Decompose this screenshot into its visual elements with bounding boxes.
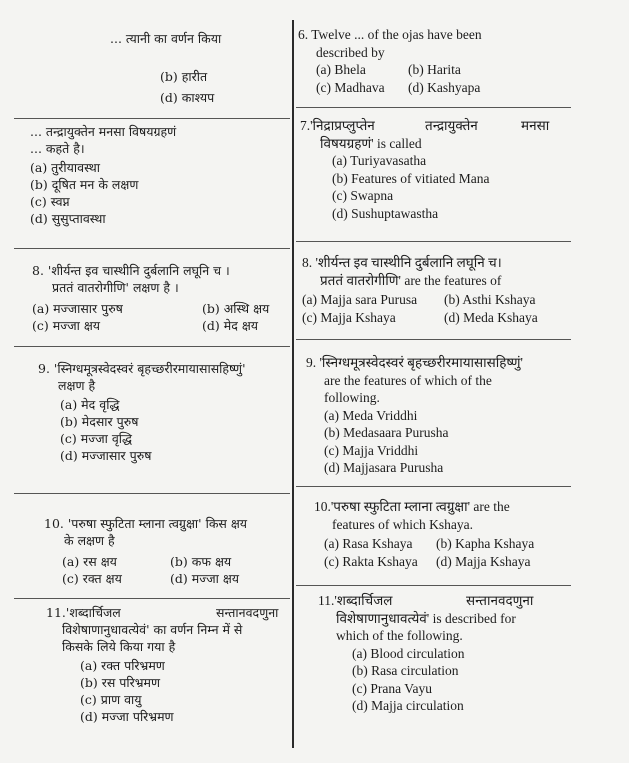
option-c: (c) स्वप्न (30, 194, 70, 209)
question-text: 9. 'स्निग्धमूत्रस्वेदस्वरं बृहच्छरीरमायासासहिष्णुं' (38, 361, 246, 376)
option-b: (b) रस परिभ्रमण (80, 675, 161, 690)
question-text: following. (324, 390, 380, 405)
question-text: which of the following. (336, 628, 463, 643)
option-a: (a) तुरीयावस्था (30, 160, 100, 175)
option-c: (c) Majja Vriddhi (324, 442, 419, 458)
question-5-hindi (110, 30, 290, 47)
option-d: (d) मज्जा परिभ्रमण (80, 709, 174, 724)
option-b: (b) Asthi Kshaya (444, 292, 536, 307)
option-b: (b) मेदसार पुरुष (60, 414, 139, 429)
option-b: (b) अस्थि क्षय (202, 301, 270, 316)
question-text: 8. 'शीर्यन्त इव चास्थीनि दुर्बलानि लघूनि च। (302, 255, 502, 270)
question-text: 8. 'शीर्यन्त इव चास्थीनि दुर्बलानि लघूनि च । (32, 263, 230, 278)
option-d: (d) मज्जासार पुरुष (60, 448, 152, 463)
question-9-hindi (38, 360, 290, 464)
option-c: (c) मज्जा क्षय (32, 318, 101, 333)
option-b: (b) Features of vitiated Mana (332, 170, 490, 186)
option-a: (a) Turiyavasatha (332, 153, 427, 168)
question-8-english (302, 254, 570, 326)
option-d: (d) काश्यप (160, 90, 215, 105)
question-text: प्रततं वातरोगीणि' लक्षण है । (52, 280, 179, 295)
question-text: are the features of which of the (324, 372, 492, 388)
option-row (44, 553, 290, 570)
question-10-hindi (44, 515, 290, 587)
question-5-options (160, 68, 290, 106)
separator (14, 598, 290, 599)
question-text: किसके लिये किया गया है (62, 639, 176, 654)
separator (296, 585, 571, 586)
question-text: 11.'शब्दार्चिजल (46, 605, 121, 620)
question-text: सन्तानवदणुना (216, 605, 279, 620)
option-c: (c) Madhava (316, 79, 385, 95)
option-row (44, 570, 290, 587)
option-c: (c) Rakta Kshaya (324, 553, 418, 569)
option-row (298, 79, 570, 97)
option-row (302, 309, 570, 327)
option-b: (b) Kapha Kshaya (436, 536, 535, 551)
option-c: (c) Prana Vayu (352, 680, 432, 696)
separator (14, 346, 290, 347)
question-7-english (300, 117, 570, 222)
option-a: (a) रक्त परिभ्रमण (80, 658, 165, 673)
option-c: (c) रक्त क्षय (62, 571, 122, 586)
option-d: (d) Sushuptawastha (332, 205, 439, 221)
question-text: ... तन्द्रायुक्तेन मनसा विषयग्रहणं (30, 124, 177, 139)
option-a: (a) मेद वृद्धि (60, 397, 120, 412)
option-b: (b) हारीत (160, 69, 208, 84)
option-row (298, 61, 570, 79)
option-b: (b) दूषित मन के लक्षण (30, 177, 139, 192)
separator (14, 493, 290, 494)
option-c: (c) मज्जा वृद्धि (60, 431, 133, 446)
question-text: विषयग्रहणं' is called (320, 135, 422, 151)
question-11-hindi (46, 604, 290, 725)
separator (296, 107, 571, 108)
question-9-english (306, 354, 570, 477)
question-text: विशेषाणानुधावत्येवं' का वर्णन निम्न में से (62, 622, 243, 637)
question-line (46, 604, 290, 621)
question-7-hindi (30, 123, 290, 227)
option-row (314, 535, 570, 553)
question-text: described by (316, 44, 385, 60)
question-8-hindi (32, 262, 290, 334)
separator (296, 486, 571, 487)
option-d: (d) Meda Kshaya (444, 309, 538, 325)
separator (296, 339, 571, 340)
question-text: 7.'निद्राप्रप्लुप्तेन (300, 118, 375, 133)
option-b: (b) Rasa circulation (352, 663, 459, 678)
option-a: (a) Bhela (316, 62, 366, 77)
question-line (300, 117, 570, 135)
option-d: (d) Kashyapa (408, 79, 481, 95)
question-text: ... कहते है। (30, 141, 85, 156)
separator (14, 118, 290, 119)
option-row (32, 300, 290, 317)
option-b: (b) कफ क्षय (170, 554, 232, 569)
option-b: (b) Harita (408, 62, 461, 77)
question-text: तन्द्रायुक्तेन (425, 118, 478, 133)
option-c: (c) प्राण वायु (80, 692, 142, 707)
option-a: (a) Blood circulation (352, 645, 465, 661)
option-d: (d) Majja Kshaya (436, 553, 531, 569)
option-d: (d) Majja circulation (352, 698, 464, 713)
option-a: (a) Majja sara Purusa (302, 292, 418, 307)
question-text: प्रततं वातरोगीणि' are the features of (320, 272, 502, 288)
question-text: के लक्षण है (64, 533, 115, 548)
question-text: 10. 'परुषा स्फुटिता म्लाना त्वग्रुक्षा' किस क्षय (44, 516, 248, 531)
separator (14, 248, 290, 249)
question-text: लक्षण है (58, 378, 96, 393)
column-divider (292, 20, 294, 748)
question-text: मनसा (521, 118, 550, 133)
question-text: विशेषाणानुधावत्येवं' is described for (336, 610, 516, 626)
question-text: सन्तानवदणुना (466, 593, 534, 608)
question-text: 11.'शब्दार्चिजल (318, 593, 393, 608)
option-a: (a) मज्जासार पुरुष (32, 301, 123, 316)
question-line (318, 592, 570, 610)
question-text: 10.'परुषा स्फुटिता म्लाना त्वग्रुक्षा' are the (314, 499, 510, 514)
option-a: (a) रस क्षय (62, 554, 117, 569)
option-a: (a) Rasa Kshaya (324, 536, 413, 551)
option-a: (a) Meda Vriddhi (324, 407, 418, 423)
question-text: ... त्यानी का वर्णन किया (110, 31, 222, 46)
question-11-english (318, 592, 570, 715)
option-row (32, 317, 290, 334)
question-text: features of which Kshaya. (332, 516, 473, 532)
option-row (314, 553, 570, 571)
option-d: (d) Majjasara Purusha (324, 460, 444, 475)
separator (296, 241, 571, 242)
question-10-english (314, 498, 570, 570)
option-row (302, 291, 570, 309)
option-d: (d) मज्जा क्षय (170, 571, 240, 586)
question-text: 6. Twelve ... of the ojas have been (298, 27, 482, 42)
question-6-english (298, 26, 570, 96)
option-d: (d) सुसुप्तावस्था (30, 211, 106, 226)
option-b: (b) Medasaara Purusha (324, 425, 449, 440)
question-text: 9. 'स्निग्धमूत्रस्वेदस्वरं बृहच्छरीरमायासासहिष्णुं' (306, 355, 523, 370)
option-c: (c) Swapna (332, 188, 394, 203)
option-d: (d) मेद क्षय (202, 318, 259, 333)
option-c: (c) Majja Kshaya (302, 309, 396, 325)
